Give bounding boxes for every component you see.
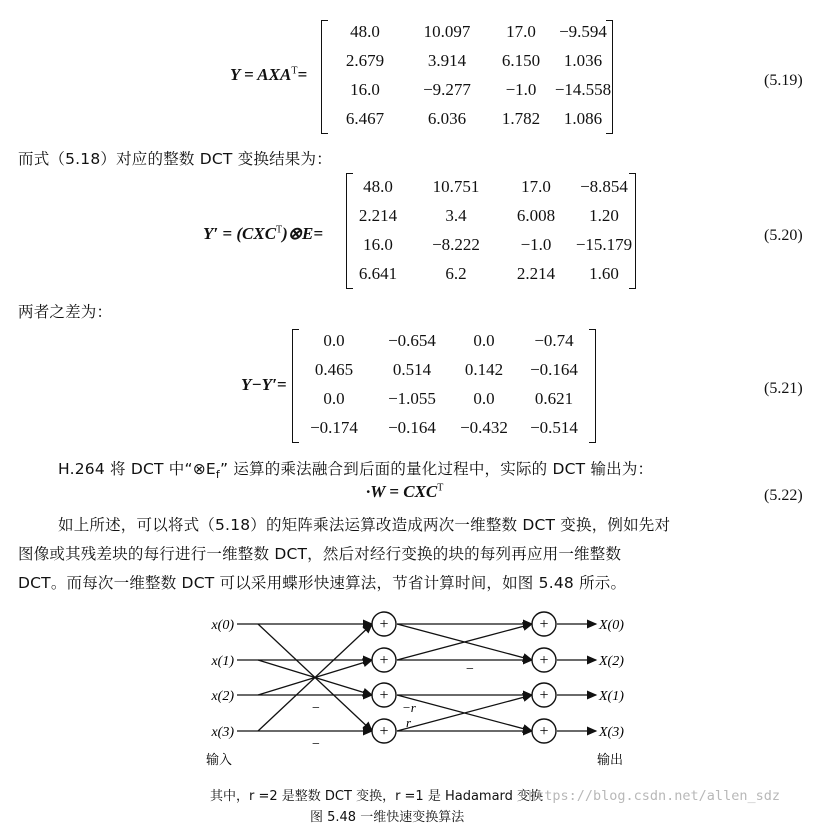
adder-stage2-0 [532, 612, 556, 636]
output-label-1: X(2) [599, 654, 624, 669]
eq520-cell-r2c3: −15.179 [575, 235, 633, 254]
para-butterfly-line3: DCT。而每次一维整数 DCT 可以采用蝶形快速算法，节省计算时间，如图 5.48 所示。 [18, 574, 627, 592]
eq521-cell-r3c3: −0.514 [530, 418, 578, 437]
adder-symbol: + [539, 687, 549, 704]
para-difference: 两者之差为： [18, 303, 113, 321]
butterfly-diagram [0, 600, 828, 770]
eq520-cell-r3c0: 6.641 [358, 264, 398, 283]
para-integer-dct-result: 而式（5.18）对应的整数 DCT 变换结果为： [18, 150, 332, 168]
adder-stage2-3 [532, 719, 556, 743]
eq521-cell-r2c3: 0.621 [534, 389, 574, 408]
para-h264: H.264 将 DCT 中“$\otimes E_f$” 运算的乘法融合到后面的量化过程中，实际的 DCT 输出为： [58, 460, 654, 482]
eq522-lhs: $\cdot W = CXC^T$ [366, 482, 444, 501]
figure-caption-note: 其中，r =2 是整数 DCT 变换，r =1 是 Hadamard 变换 [210, 789, 544, 804]
eq520-lhs: $Y' = (CXC^T)\otimes E=$ [203, 224, 324, 243]
minus-label-stage1-a: − [312, 701, 320, 716]
eq519-cell-r1c3: 1.036 [563, 51, 603, 70]
eq520-cell-r0c3: −8.854 [580, 177, 628, 196]
para-butterfly-line1: 如上所述，可以将式（5.18）的矩阵乘法运算改造成两次一维整数 DCT 变换，例如先对 [58, 516, 671, 534]
eq520-cell-r2c0: 16.0 [363, 235, 393, 254]
adder-symbol: + [539, 652, 549, 669]
input-label-2: x(2) [211, 689, 234, 704]
eq519-cell-r2c0: 16.0 [350, 80, 380, 99]
eq522-number: (5.22) [764, 487, 803, 504]
adder-stage2-2 [532, 683, 556, 707]
adder-stage2-1 [532, 648, 556, 672]
eq520-cell-r0c1: 10.751 [432, 177, 480, 196]
eq519-cell-r0c2: 17.0 [506, 22, 536, 41]
eq520-cell-r3c1: 6.2 [445, 264, 467, 283]
weight-label-neg-r: −r [402, 700, 416, 715]
eq520-cell-r1c1: 3.4 [445, 206, 467, 225]
input-label-3: x(3) [211, 725, 234, 740]
eq520-cell-r1c2: 6.008 [516, 206, 556, 225]
adder-symbol: + [379, 652, 389, 669]
watermark: https://blog.csdn.net/allen_sdz [528, 788, 780, 804]
adder-stage1-2 [372, 683, 396, 707]
eq519-cell-r0c0: 48.0 [350, 22, 380, 41]
eq521-number: (5.21) [764, 380, 803, 397]
adder-stage1-0 [372, 612, 396, 636]
output-label-3: X(3) [599, 725, 624, 740]
minus-label-stage2: − [466, 662, 474, 677]
output-label-2: X(1) [599, 689, 624, 704]
eq519-cell-r2c1: −9.277 [423, 80, 471, 99]
output-caption: 输出 [597, 752, 624, 767]
eq519-cell-r1c2: 6.150 [501, 51, 541, 70]
eq520-cell-r3c2: 2.214 [516, 264, 556, 283]
eq519-lhs: $Y = AXA^T=$ [230, 65, 308, 84]
input-label-1: x(1) [211, 654, 234, 669]
eq519-cell-r0c1: 10.097 [423, 22, 471, 41]
eq519-cell-r3c1: 6.036 [427, 109, 467, 128]
eq521-cell-r0c0: 0.0 [323, 331, 345, 350]
eq519-cell-r3c2: 1.782 [501, 109, 541, 128]
eq521-cell-r2c2: 0.0 [473, 389, 495, 408]
eq521-cell-r3c1: −0.164 [388, 418, 436, 437]
adder-stage1-3 [372, 719, 396, 743]
output-label-0: X(0) [599, 618, 624, 633]
eq519-cell-r1c1: 3.914 [427, 51, 467, 70]
figure-caption-title: 图 5.48 一维快速变换算法 [310, 810, 465, 825]
para-butterfly-line2: 图像或其残差块的每行进行一维整数 DCT，然后对经行变换的块的每列再应用一维整数 [18, 545, 622, 563]
adder-symbol: + [379, 723, 389, 740]
eq520-cell-r1c3: 1.20 [589, 206, 619, 225]
eq519-cell-r3c0: 6.467 [345, 109, 385, 128]
eq521-lhs: Y−Y′= [241, 375, 287, 394]
eq521-cell-r1c1: 0.514 [392, 360, 432, 379]
eq519-cell-r1c0: 2.679 [345, 51, 385, 70]
eq521-cell-r3c2: −0.432 [460, 418, 508, 437]
adder-symbol: + [539, 616, 549, 633]
eq519-cell-r2c3: −14.558 [554, 80, 612, 99]
eq520-number: (5.20) [764, 227, 803, 244]
eq520-cell-r2c2: −1.0 [520, 235, 552, 254]
eq520-cell-r0c2: 17.0 [521, 177, 551, 196]
eq520-cell-r2c1: −8.222 [432, 235, 480, 254]
eq521-matrix [292, 329, 596, 443]
eq521-cell-r0c1: −0.654 [388, 331, 436, 350]
input-caption: 输入 [206, 752, 233, 767]
eq521-cell-r0c2: 0.0 [473, 331, 495, 350]
input-label-0: x(0) [211, 618, 234, 633]
eq520-matrix [346, 173, 636, 289]
eq519-matrix [321, 20, 613, 134]
eq519-number: (5.19) [764, 72, 803, 89]
eq521-cell-r0c3: −0.74 [534, 331, 574, 350]
eq520-cell-r3c3: 1.60 [589, 264, 619, 283]
eq521-cell-r3c0: −0.174 [310, 418, 358, 437]
adder-symbol: + [379, 687, 389, 704]
eq520-cell-r1c0: 2.214 [358, 206, 398, 225]
eq521-cell-r2c0: 0.0 [323, 389, 345, 408]
adder-symbol: + [379, 616, 389, 633]
adder-stage1-1 [372, 648, 396, 672]
eq521-cell-r1c3: −0.164 [530, 360, 578, 379]
eq519-cell-r2c2: −1.0 [505, 80, 537, 99]
eq521-cell-r1c2: 0.142 [464, 360, 504, 379]
eq519-cell-r3c3: 1.086 [563, 109, 603, 128]
eq521-cell-r1c0: 0.465 [314, 360, 354, 379]
eq520-cell-r0c0: 48.0 [363, 177, 393, 196]
weight-label-r: r [406, 715, 412, 730]
eq521-cell-r2c1: −1.055 [388, 389, 436, 408]
minus-label-stage1-b: − [312, 737, 320, 752]
eq519-cell-r0c3: −9.594 [559, 22, 607, 41]
adder-symbol: + [539, 723, 549, 740]
